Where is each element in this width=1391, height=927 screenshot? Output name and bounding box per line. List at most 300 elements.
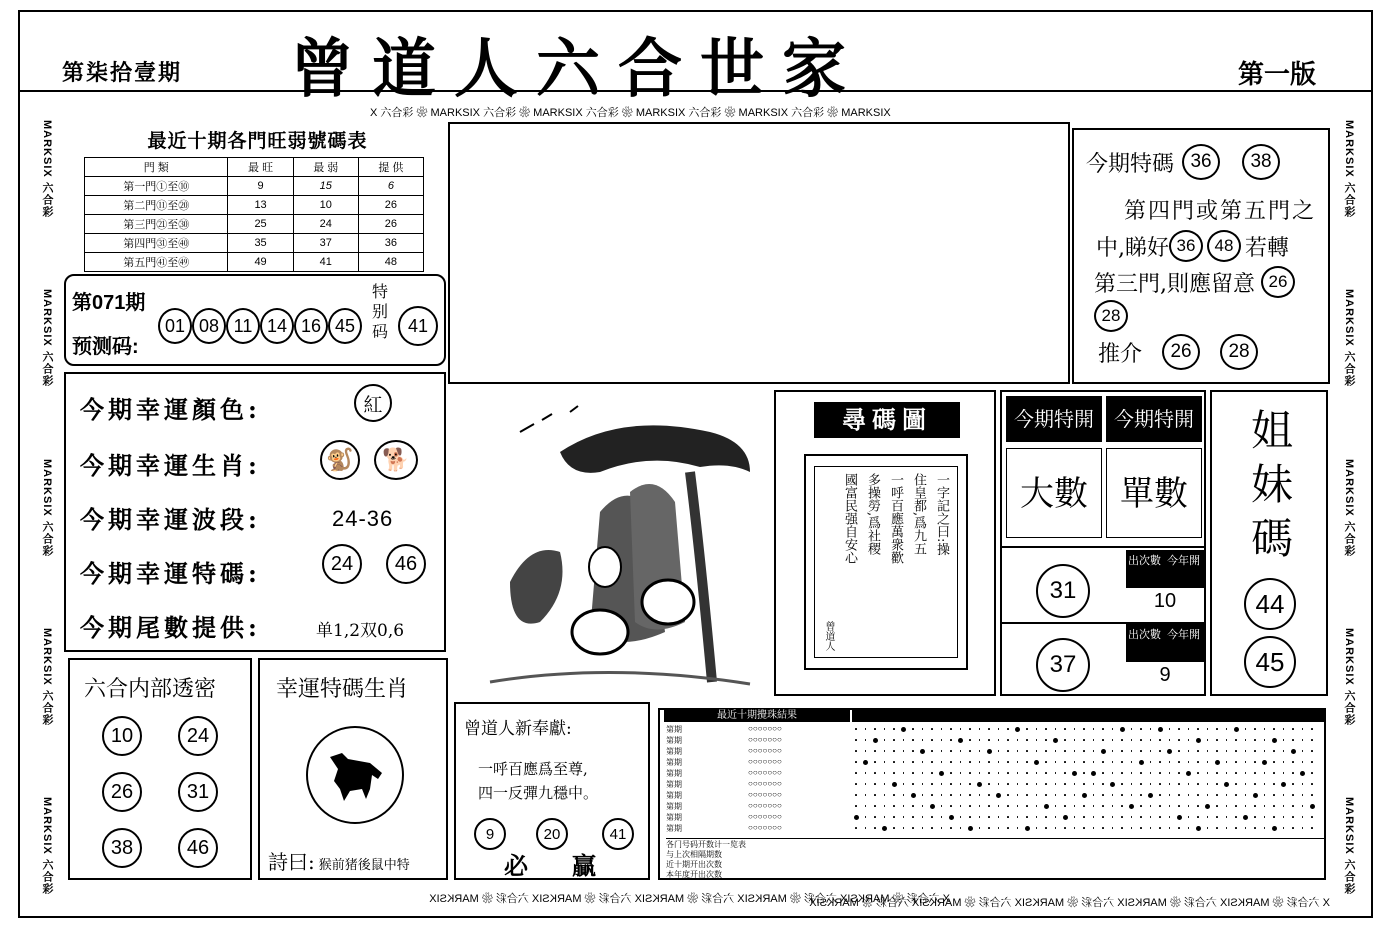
results-grid-dot [1055, 783, 1057, 785]
xunma-title: 尋碼圖 [814, 402, 960, 438]
results-grid-dot [988, 772, 990, 774]
side-text: MARKSIX 六合彩 [1343, 627, 1355, 726]
results-grid-dot [1026, 783, 1028, 785]
inside-number: 38 [102, 828, 142, 868]
results-grid-dot [1074, 739, 1076, 741]
results-grid-dot [1178, 783, 1180, 785]
open-number: 37 [1036, 638, 1090, 692]
results-grid-dot [865, 739, 867, 741]
poem-line: 住皇都,爲九五 [911, 473, 926, 556]
side-band-right [1336, 120, 1362, 895]
results-grid-dot [1178, 827, 1180, 829]
open-label: 今期特開 [1006, 396, 1102, 442]
results-grid-dot [1074, 761, 1076, 763]
results-grid-dot [1235, 783, 1237, 785]
results-grid-dot [912, 816, 914, 818]
results-grid-dot [1150, 739, 1152, 741]
results-grid-dot [1083, 772, 1085, 774]
results-grid-dot [1292, 805, 1294, 807]
zodiac-poem-label: 詩曰: [268, 850, 315, 874]
table-cell: 第五門㊶至㊾ [85, 253, 228, 272]
results-grid-dot [1169, 739, 1171, 741]
results-grid-dot [1254, 772, 1256, 774]
results-grid-dot [1197, 761, 1199, 763]
special-text-line: 第四門或第五門之 [1124, 199, 1317, 224]
results-grid-dot [912, 827, 914, 829]
results-grid-dot [1083, 739, 1085, 741]
results-grid-dot [1311, 739, 1313, 741]
offer-number: 20 [536, 818, 568, 850]
results-grid-dot [884, 805, 886, 807]
lucky-special-row [80, 554, 261, 589]
results-grid-dot [1045, 772, 1047, 774]
results-grid-dot [1216, 783, 1218, 785]
offer-number: 9 [474, 818, 506, 850]
results-grid-dot [893, 761, 895, 763]
results-grid-dot [1036, 739, 1038, 741]
results-grid-dot [874, 772, 876, 774]
results-grid-dot [1102, 739, 1104, 741]
results-grid-dot [1017, 750, 1019, 752]
table-cell: 26 [358, 215, 423, 234]
results-grid-dot [1036, 750, 1038, 752]
results-grid-dot [1121, 805, 1123, 807]
prediction-box [64, 274, 446, 366]
results-grid-dot [903, 761, 905, 763]
results-footer-label: 本年度开出次数 [666, 870, 722, 879]
results-grid-dot [1302, 827, 1304, 829]
results-grid-dot [1254, 805, 1256, 807]
results-grid-dot [1102, 794, 1104, 796]
results-grid-dot [1083, 728, 1085, 730]
results-grid-dot [903, 783, 905, 785]
results-grid-dot [1197, 816, 1199, 818]
results-row-circles: ○○○○○○○ [748, 768, 782, 777]
table-header: 提 供 [358, 158, 423, 177]
results-grid-dot [969, 728, 971, 730]
results-grid-dot [1264, 805, 1266, 807]
results-grid-dot [941, 805, 943, 807]
results-grid-dot [1053, 738, 1058, 743]
results-grid-dot [1224, 782, 1229, 787]
results-grid-dot [1197, 794, 1199, 796]
results-row-label: 第期 ○○○○○○○ [666, 735, 782, 745]
results-grid-dot [1102, 805, 1104, 807]
results-grid-dot [1045, 794, 1047, 796]
results-grid-dot [1188, 827, 1190, 829]
edition-label: 第一版 [1238, 60, 1317, 90]
poem-signature: 曾道人 [823, 621, 834, 651]
prediction-number: 14 [260, 308, 294, 344]
results-grid-dot [1283, 794, 1285, 796]
results-grid-dot [1007, 761, 1009, 763]
results-grid-dot [998, 783, 1000, 785]
results-grid-dot [1235, 739, 1237, 741]
table-header: 門 類 [85, 158, 228, 177]
results-grid-dot [1093, 816, 1095, 818]
results-grid-dot [1017, 794, 1019, 796]
zodiac-poem-text: 猴前猪後鼠中特 [318, 858, 410, 873]
results-grid-dot [979, 805, 981, 807]
issue-label: 第柒拾壹期 [62, 60, 183, 86]
sages-painting [450, 392, 770, 694]
results-grid-dot [941, 794, 943, 796]
results-grid-dot [1083, 783, 1085, 785]
results-grid-dot [1292, 827, 1294, 829]
results-grid-dot [979, 750, 981, 752]
results-grid-dot [903, 772, 905, 774]
results-grid-dot [1292, 728, 1294, 730]
results-grid-dot [1292, 816, 1294, 818]
results-grid-dot [1007, 794, 1009, 796]
results-grid-dot [1159, 772, 1161, 774]
results-grid-dot [950, 805, 952, 807]
results-grid-dot [1093, 739, 1095, 741]
open-count: 10 [1153, 590, 1177, 612]
results-grid-dot [1015, 727, 1020, 732]
results-grid-dot [1102, 728, 1104, 730]
table-cell: 25 [228, 215, 293, 234]
table-cell: 10 [293, 196, 358, 215]
special-text-line [1096, 230, 1289, 262]
results-header-strip [852, 710, 1324, 722]
results-grid-dot [1055, 805, 1057, 807]
results-grid-dot [1017, 772, 1019, 774]
results-grid-dot [1292, 794, 1294, 796]
results-grid-dot [874, 728, 876, 730]
results-grid-dot [1072, 771, 1077, 776]
results-grid-dot [1273, 794, 1275, 796]
results-grid-dot [998, 728, 1000, 730]
side-text: MARKSIX 六合彩 [41, 458, 53, 557]
results-row-circles: ○○○○○○○ [748, 801, 782, 810]
results-grid-dot [1235, 750, 1237, 752]
results-grid-dot [1140, 750, 1142, 752]
offer-box [454, 702, 650, 880]
results-grid-dot [1169, 805, 1171, 807]
results-grid-dot [1017, 783, 1019, 785]
results-grid-dot [1272, 826, 1277, 831]
table-row [85, 215, 424, 234]
results-grid-dot [1197, 750, 1199, 752]
results-grid-dot [1264, 772, 1266, 774]
results-grid-dot [1074, 728, 1076, 730]
results-grid-dot [960, 750, 962, 752]
results-grid-dot [998, 805, 1000, 807]
results-grid-dot [1064, 750, 1066, 752]
results-grid-dot [1283, 827, 1285, 829]
results-grid-dot [1131, 750, 1133, 752]
results-grid-dot [998, 816, 1000, 818]
results-grid-dot [1196, 826, 1201, 831]
table-cell: 49 [228, 253, 293, 272]
table-cell: 41 [293, 253, 358, 272]
results-grid-dot [1131, 739, 1133, 741]
results-grid-dot [1112, 750, 1114, 752]
results-grid-dot [1311, 827, 1313, 829]
results-grid-dot [1112, 805, 1114, 807]
special-text: 若轉 [1245, 235, 1290, 261]
results-grid-dot [1188, 750, 1190, 752]
lucky-panel [64, 372, 446, 652]
results-grid-dot [1045, 750, 1047, 752]
results-row-circles: ○○○○○○○ [748, 757, 782, 766]
results-footer-label: 近十期开出次数 [666, 860, 722, 869]
results-grid-dot [1131, 827, 1133, 829]
horse-silhouette [320, 745, 390, 805]
page-title: 曾道人六合世家 [290, 32, 864, 107]
results-grid-dot [1045, 761, 1047, 763]
results-grid-dot [1159, 761, 1161, 763]
table-cell: 第二門⑪至⑳ [85, 196, 228, 215]
results-grid-dot [1273, 783, 1275, 785]
results-grid-dot [1093, 783, 1095, 785]
results-grid-dot [903, 750, 905, 752]
results-grid-dot [1129, 804, 1134, 809]
inside-number: 31 [178, 772, 218, 812]
results-grid-dot [941, 728, 943, 730]
results-row-label: 第期 ○○○○○○○ [666, 790, 782, 800]
results-grid-dot [1150, 728, 1152, 730]
results-grid-dot [1169, 772, 1171, 774]
results-grid-dot [960, 827, 962, 829]
offer-title: 曾道人新奉獻: [464, 719, 572, 739]
results-grid-dot [1196, 738, 1201, 743]
results-grid-dot [1254, 816, 1256, 818]
results-grid-dot [865, 816, 867, 818]
results-grid-dot [1045, 739, 1047, 741]
results-grid-dot [1026, 739, 1028, 741]
results-grid-dot [893, 739, 895, 741]
results-grid-dot [1093, 805, 1095, 807]
results-grid-dot [1273, 816, 1275, 818]
results-grid-dot [1055, 750, 1057, 752]
results-grid-dot [1150, 805, 1152, 807]
results-grid-dot [949, 815, 954, 820]
results-rows [666, 724, 852, 834]
results-grid-dot [988, 728, 990, 730]
marksix-band-top: X 六合彩 ❀ MARKSIX 六合彩 ❀ MARKSIX 六合彩 ❀ MARKSIX 六合彩 ❀ MARKSIX 六合彩 ❀ MARKSIX [370, 107, 891, 119]
prediction-number: 16 [294, 308, 328, 344]
results-row-circles: ○○○○○○○ [748, 746, 782, 755]
table-cell: 26 [358, 196, 423, 215]
results-grid-dot [1139, 760, 1144, 765]
results-grid-dot [968, 826, 973, 831]
results-dots [852, 724, 1324, 836]
results-grid-dot [922, 728, 924, 730]
results-grid-dot [874, 750, 876, 752]
results-grid-dot [1026, 761, 1028, 763]
side-text: MARKSIX 六合彩 [41, 797, 53, 895]
results-grid-dot [1036, 772, 1038, 774]
results-grid-dot [892, 782, 897, 787]
poem-line: 一呼百應萬衆歡 [888, 473, 903, 564]
results-grid-dot [1245, 805, 1247, 807]
results-grid-dot [1226, 772, 1228, 774]
results-grid-dot [1292, 772, 1294, 774]
results-grid-dot [998, 739, 1000, 741]
results-grid-dot [950, 794, 952, 796]
open-count-header [1126, 624, 1204, 662]
results-grid-dot [1283, 816, 1285, 818]
results-grid-dot [1044, 804, 1049, 809]
results-grid-dot [960, 772, 962, 774]
recommend-row [1098, 334, 1258, 370]
results-grid-dot [912, 783, 914, 785]
results-grid-dot [1083, 827, 1085, 829]
results-grid-dot [941, 816, 943, 818]
special-code-number: 41 [398, 306, 438, 346]
results-grid-dot [979, 816, 981, 818]
results-grid-dot [950, 772, 952, 774]
results-grid-dot [1169, 783, 1171, 785]
results-grid-dot [1207, 827, 1209, 829]
results-grid-dot [922, 739, 924, 741]
results-grid-dot [1262, 760, 1267, 765]
results-grid-dot [1254, 761, 1256, 763]
inside-box [68, 658, 252, 880]
sister-box [1210, 390, 1328, 696]
recommend-number: 26 [1162, 334, 1200, 370]
results-grid-dot [1302, 739, 1304, 741]
results-grid-dot [884, 750, 886, 752]
results-grid-dot [1188, 794, 1190, 796]
results-grid-dot [1159, 783, 1161, 785]
results-grid-dot [1074, 816, 1076, 818]
lucky-tail-value: 单1,2双0,6 [316, 621, 405, 641]
results-grid-dot [1302, 761, 1304, 763]
results-grid-dot [931, 816, 933, 818]
results-grid-dot [1273, 750, 1275, 752]
results-grid-dot [1093, 794, 1095, 796]
results-grid-dot [1158, 727, 1163, 732]
results-grid-dot [1283, 728, 1285, 730]
results-grid-dot [1131, 794, 1133, 796]
results-grid-dot [884, 739, 886, 741]
open-count-header [1126, 550, 1204, 588]
results-grid-dot [1150, 772, 1152, 774]
open-label: 今期特開 [1106, 396, 1202, 442]
special-code-label: 特别码 [372, 282, 389, 341]
results-grid-dot [1311, 728, 1313, 730]
results-grid-dot [1311, 772, 1313, 774]
results-grid-dot [1064, 805, 1066, 807]
prediction-numbers [158, 308, 362, 344]
results-grid-dot [1245, 783, 1247, 785]
results-grid-dot [912, 805, 914, 807]
prediction-label: 预测码: [72, 336, 139, 358]
results-grid-dot [1140, 728, 1142, 730]
results-grid-dot [893, 750, 895, 752]
results-grid-dot [1311, 816, 1313, 818]
results-grid-dot [1283, 805, 1285, 807]
results-grid-dot [1121, 827, 1123, 829]
prediction-number: 45 [328, 308, 362, 344]
results-grid-dot [922, 783, 924, 785]
results-grid-dot [1140, 805, 1142, 807]
results-grid-dot [1197, 772, 1199, 774]
results-grid-dot [1102, 783, 1104, 785]
results-grid-dot [1254, 783, 1256, 785]
table-header: 最 旺 [228, 158, 293, 177]
results-grid-dot [1169, 794, 1171, 796]
results-grid-dot [931, 750, 933, 752]
results-row-circles: ○○○○○○○ [748, 735, 782, 744]
results-grid-dot [1083, 761, 1085, 763]
results-grid-dot [1055, 728, 1057, 730]
results-grid-dot [1064, 772, 1066, 774]
blank-panel [448, 122, 1070, 384]
results-grid-dot [950, 827, 952, 829]
results-grid-dot [1302, 816, 1304, 818]
results-grid-dot [855, 739, 857, 741]
results-grid-dot [1074, 827, 1076, 829]
results-grid-dot [1093, 827, 1095, 829]
results-grid-dot [1159, 827, 1161, 829]
results-grid-dot [931, 783, 933, 785]
results-grid-dot [1112, 772, 1114, 774]
results-grid-dot [1121, 816, 1123, 818]
results-grid-dot [1083, 816, 1085, 818]
results-grid-dot [920, 749, 925, 754]
results-grid-dot [1121, 750, 1123, 752]
results-grid-dot [1226, 816, 1228, 818]
results-grid-dot [1188, 816, 1190, 818]
offer-win: 贏 [572, 851, 596, 880]
results-grid-dot [988, 827, 990, 829]
results-grid-dot [903, 805, 905, 807]
open-count: 9 [1159, 664, 1171, 686]
offer-win: 必 [504, 851, 528, 880]
results-grid-dot [931, 772, 933, 774]
results-grid-dot [1036, 805, 1038, 807]
side-band-left [34, 120, 60, 895]
lucky-color-label: 今期幸運顏色: [80, 395, 261, 424]
results-grid-dot [1245, 827, 1247, 829]
results-grid-dot [1216, 750, 1218, 752]
results-grid-dot [1264, 750, 1266, 752]
results-grid-dot [979, 728, 981, 730]
results-grid-dot [893, 816, 895, 818]
results-grid-dot [1216, 827, 1218, 829]
results-grid-dot [1302, 783, 1304, 785]
side-text: MARKSIX 六合彩 [1343, 120, 1355, 218]
lucky-zodiac-row [80, 446, 261, 481]
results-grid-dot [1140, 739, 1142, 741]
results-grid-dot [1131, 772, 1133, 774]
results-grid-dot [969, 816, 971, 818]
results-grid-dot [874, 794, 876, 796]
results-grid-dot [1169, 827, 1171, 829]
results-grid-dot [1036, 783, 1038, 785]
results-grid-dot [960, 783, 962, 785]
results-grid-dot [1093, 750, 1095, 752]
results-grid-dot [1177, 815, 1182, 820]
results-grid-dot [998, 750, 1000, 752]
special-text: 第三門,則應留意 [1094, 271, 1255, 297]
results-grid-dot [1025, 826, 1030, 831]
results-grid-dot [1131, 816, 1133, 818]
lucky-wave-value: 24-36 [332, 506, 394, 531]
results-grid-dot [911, 793, 916, 798]
side-text: MARKSIX 六合彩 [41, 289, 53, 388]
results-grid-dot [931, 761, 933, 763]
special-code-number: 36 [1169, 230, 1203, 262]
poem-line: 國富民强自安心 [842, 473, 857, 564]
results-grid-dot [1264, 816, 1266, 818]
results-grid-dot [1207, 816, 1209, 818]
results-grid-dot [903, 794, 905, 796]
